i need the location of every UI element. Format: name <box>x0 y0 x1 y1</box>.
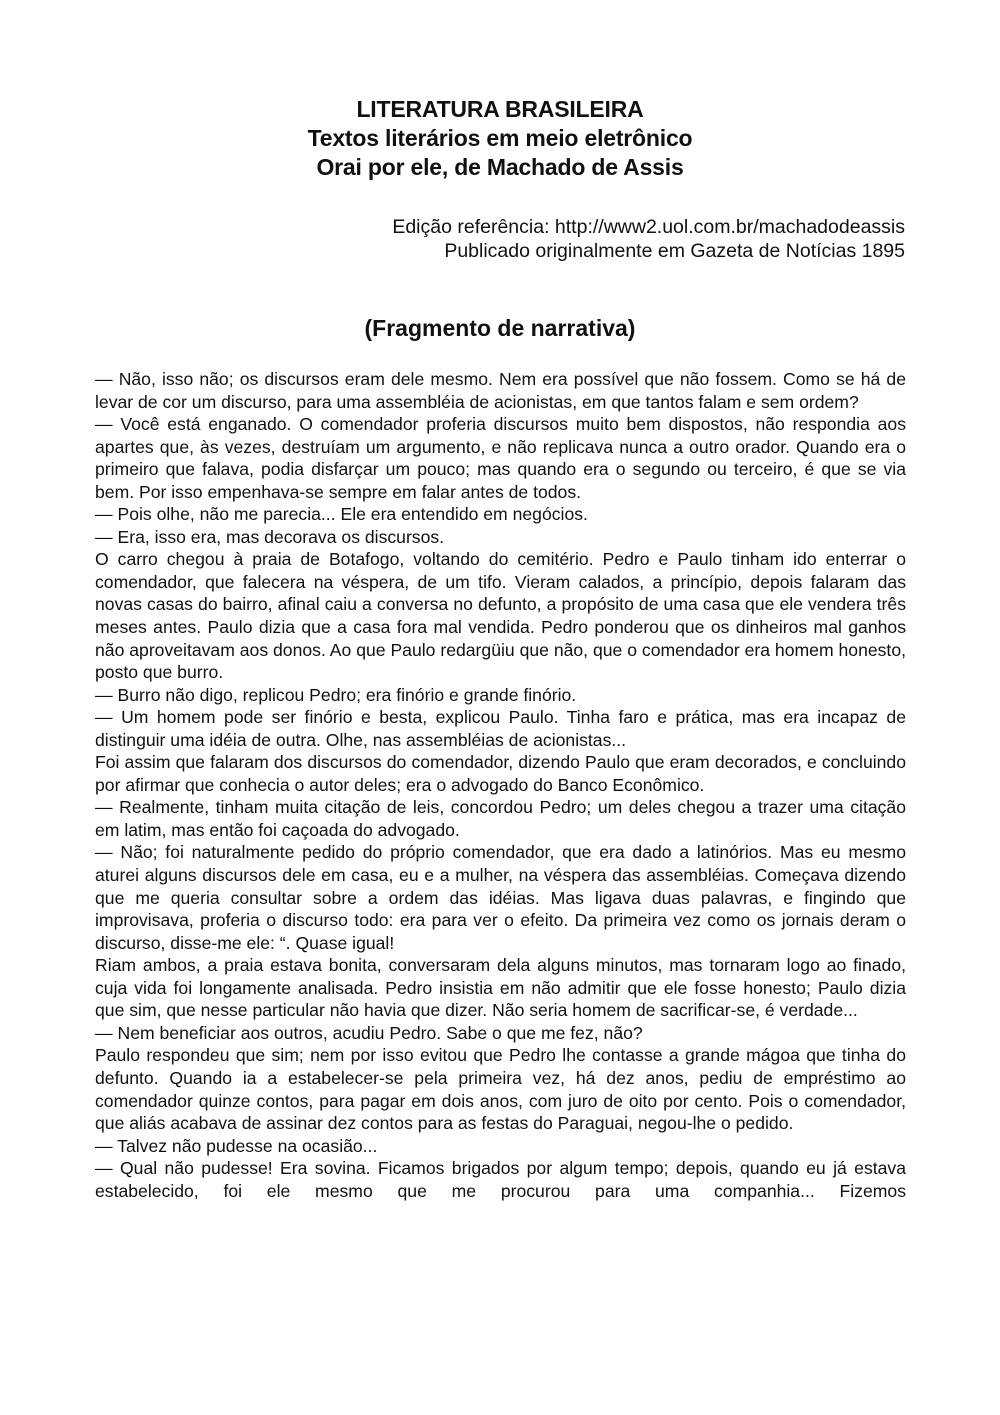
narrative-body <box>95 368 906 1202</box>
paragraph: — Um homem pode ser finório e besta, explicou Paulo. Tinha faro e prática, mas era incapaz de distinguir uma idéia de outra. Olhe, nas assembléias de acionistas... <box>95 707 906 750</box>
paragraph: O carro chegou à praia de Botafogo, voltando do cemitério. Pedro e Paulo tinham ido enterrar o comendador, que falecera na véspera, de um tifo. Vieram calados, a princípio, depois falaram das novas casas do bairro, afinal caiu a conversa no defunto, a propósito de uma casa que ele vendera três meses antes. Paulo dizia que a casa fora mal vendida. Pedro ponderou que os dinheiros mal ganhos não aproveitavam aos donos. Ao que Paulo redargüiu que não, que o comendador era homem honesto, posto que burro. <box>95 549 906 683</box>
paragraph: — Não, isso não; os discursos eram dele mesmo. Nem era possível que não fossem. Como se há de levar de cor um discurso, para uma assembléia de acionistas, em que tantos falam e sem ordem? <box>95 369 906 412</box>
edition-reference: Edição referência: http://www2.uol.com.br/machadodeassis <box>392 216 905 238</box>
document-header <box>0 95 1000 182</box>
collection-subtitle: Textos literários em meio eletrônico <box>307 125 693 151</box>
paragraph: — Talvez não pudesse na ocasião... <box>95 1135 378 1156</box>
paragraph: — Pois olhe, não me parecia... Ele era entendido em negócios. <box>95 504 588 525</box>
paragraph: Riam ambos, a praia estava bonita, conversaram dela alguns minutos, mas tornaram logo ao finado, cuja vida foi longamente analisada. Pedro insistia em não admitir que ele fosse honesto; Paulo dizia que sim, que nesse particular não havia que dizer. Não seria homem de sacrificar-se, é verdade... <box>95 955 906 1021</box>
publication-info: Publicado originalmente em Gazeta de Notícias 1895 <box>444 240 905 262</box>
paragraph: — Nem beneficiar aos outros, acudiu Pedro. Sabe o que me fez, não? <box>95 1022 643 1043</box>
paragraph: — Você está enganado. O comendador proferia discursos muito bem dispostos, não respondia aos apartes que, às vezes, destruíam um argumento, e não replicava nunca a outro orador. Quando era o primeiro que falava, podia disfarçar um pouco; mas quando era o segundo ou terceiro, é que se via bem. Por isso empenhava-se sempre em falar antes de todos. <box>95 414 906 502</box>
paragraph: Foi assim que falaram dos discursos do comendador, dizendo Paulo que eram decorados, e concluindo por afirmar que conhecia o autor deles; era o advogado do Banco Econômico. <box>95 752 906 795</box>
paragraph: — Qual não pudesse! Era sovina. Ficamos brigados por algum tempo; depois, quando eu já estava estabelecido, foi ele mesmo que me procurou para uma companhia... Fizemos <box>95 1158 906 1201</box>
edition-info <box>392 215 905 263</box>
collection-title: LITERATURA BRASILEIRA <box>356 96 644 122</box>
paragraph: — Não; foi naturalmente pedido do próprio comendador, que era dado a latinórios. Mas eu mesmo aturei alguns discursos dele em casa, eu e a mulher, na véspera das assembléias. Começava dizendo que me queria consultar sobre a ordem das idéias. Mas ligava duas palavras, e fingindo que improvisava, proferia o discurso todo: era para ver o efeito. Da primeira vez como os jornais deram o discurso, disse-me ele: “. Quase igual! <box>95 842 906 953</box>
paragraph: — Era, isso era, mas decorava os discursos. <box>95 526 445 547</box>
paragraph: Paulo respondeu que sim; nem por isso evitou que Pedro lhe contasse a grande mágoa que tinha do defunto. Quando ia a estabelecer-se pela primeira vez, há dez anos, pediu de empréstimo ao comendador quinze contos, para pagar em dois anos, com juro de oito por cento. Pois o comendador, que aliás acabava de assinar dez contos para as festas do Paraguai, negou-lhe o pedido. <box>95 1045 906 1134</box>
paragraph: — Realmente, tinham muita citação de leis, concordou Pedro; um deles chegou a trazer uma citação em latim, mas então foi caçoada do advogado. <box>95 797 906 840</box>
section-title: (Fragmento de narrativa) <box>364 315 636 341</box>
paragraph: — Burro não digo, replicou Pedro; era finório e grande finório. <box>95 684 577 705</box>
work-title: Orai por ele, de Machado de Assis <box>316 154 684 180</box>
